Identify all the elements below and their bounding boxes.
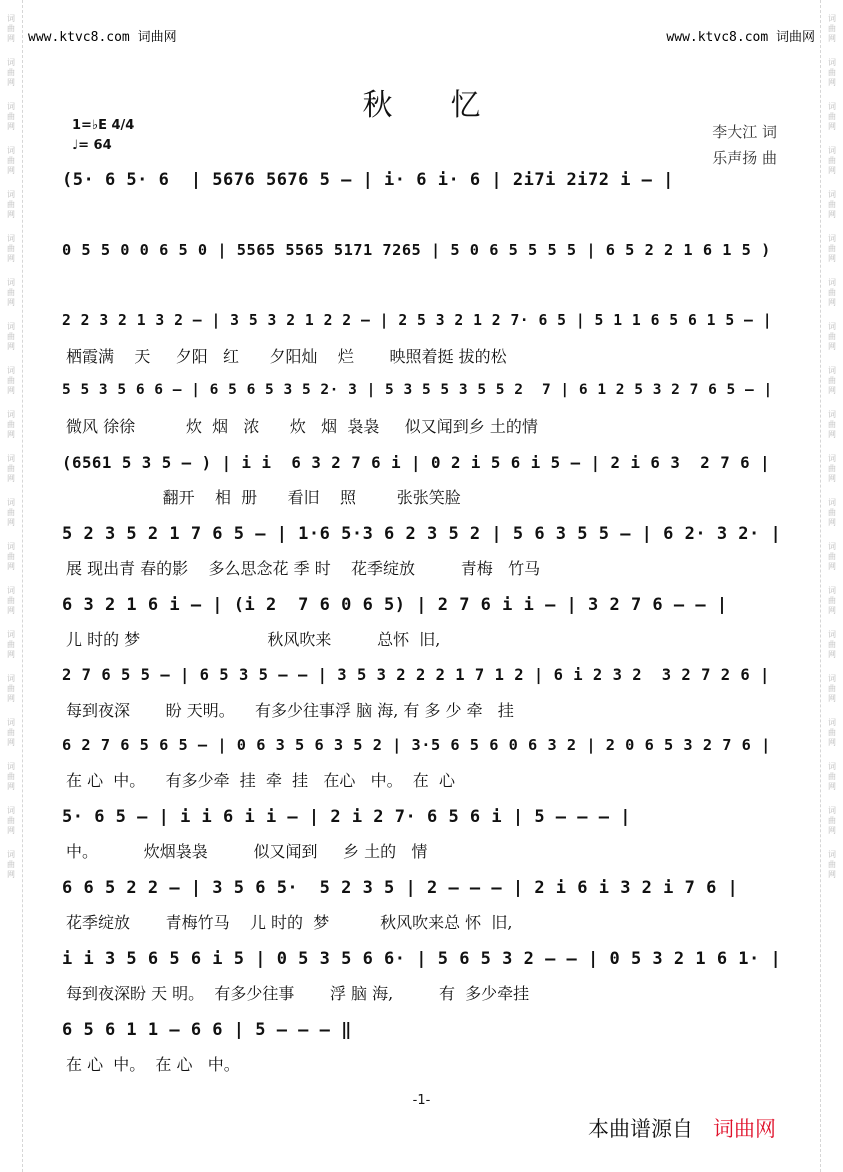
lyric-line: 中。 炊烟袅袅 似又闻到 乡 土的 情 bbox=[66, 842, 428, 862]
watermark-text: 词 曲 网 bbox=[7, 850, 15, 879]
lyric-line: 展 现出青 春的影 多么思念花 季 时 花季绽放 青梅 竹马 bbox=[66, 559, 541, 578]
site-url-left[interactable]: www.ktvc8.com 词曲网 bbox=[28, 30, 177, 45]
watermark-text: 词 曲 网 bbox=[828, 762, 836, 791]
watermark-text: 词 曲 网 bbox=[828, 454, 836, 483]
lyric-line: 每到夜深盼 天 明。 有多少往事 浮 脑 海, 有 多少牵挂 bbox=[66, 983, 530, 1003]
notation-line: 5· 6 5 – | i i 6 i i – | 2 i 2 7· 6 5 6 i | 5 – – – | bbox=[62, 807, 631, 828]
watermark-text: 词 曲 网 bbox=[828, 410, 836, 439]
watermark-text: 词 曲 网 bbox=[7, 586, 15, 615]
watermark-text: 词 曲 网 bbox=[7, 454, 15, 483]
watermark-strip-right bbox=[820, 0, 843, 1172]
watermark-text: 词 曲 网 bbox=[828, 674, 836, 703]
watermark-text: 词 曲 网 bbox=[7, 498, 15, 527]
notation-line: 0 5 5 0 0 6 5 0 | 5565 5565 5171 7265 | 5 0 6 5 5 5 5 | 6 5 2 2 1 6 1 5 ) bbox=[62, 240, 771, 259]
watermark-text: 词 曲 网 bbox=[828, 322, 836, 351]
watermark-text: 词 曲 网 bbox=[7, 410, 15, 439]
credits bbox=[712, 119, 777, 171]
watermark-text: 词 曲 网 bbox=[7, 58, 15, 87]
notation-line: 2 2 3 2 1 3 2 – | 3 5 3 2 1 2 2 – | 2 5 3 2 1 2 7· 6 5 | 5 1 1 6 5 6 1 5 – | bbox=[62, 311, 773, 329]
lyric-line: 儿 时的 梦 秋风吹来 总怀 旧, bbox=[66, 629, 441, 649]
notation-line: i i 3 5 6 5 6 i 5 | 0 5 3 5 6 6· | 5 6 5 3 2 – – | 0 5 3 2 1 6 1· | bbox=[62, 948, 782, 969]
site-url-right[interactable]: www.ktvc8.com 词曲网 bbox=[666, 30, 815, 45]
lyric-line: 在 心 中。 在 心 中。 bbox=[66, 1054, 240, 1074]
notation-line: 6 5 6 1 1 – 6 6 | 5 – – – ‖ bbox=[62, 1019, 352, 1040]
watermark-text: 词 曲 网 bbox=[7, 366, 15, 395]
watermark-text: 词 曲 网 bbox=[7, 762, 15, 791]
song-title: 秋忆 bbox=[362, 88, 539, 123]
watermark-text: 词 曲 网 bbox=[7, 718, 15, 747]
watermark-text: 词 曲 网 bbox=[828, 630, 836, 659]
page-number: -1- bbox=[412, 1093, 431, 1108]
watermark-text: 词 曲 网 bbox=[7, 234, 15, 263]
lyric-line: 每到夜深 盼 天明。 有多少往事浮 脑 海, 有 多 少 牵 挂 bbox=[66, 700, 514, 720]
notation-line: 6 6 5 2 2 – | 3 5 6 5· 5 2 3 5 | 2 – – – | 2 i 6 i 3 2 i 7 6 | bbox=[62, 878, 739, 898]
watermark-text: 词 曲 网 bbox=[828, 498, 836, 527]
lyricist-credit: 李大江 词 bbox=[712, 123, 777, 141]
watermark-text: 词 曲 网 bbox=[828, 366, 836, 395]
notation-line: (6561 5 3 5 – ) | i i 6 3 2 7 6 i | 0 2 i 5 6 i 5 – | 2 i 6 3 2 7 6 | bbox=[62, 453, 771, 473]
watermark-text: 词 曲 网 bbox=[828, 234, 836, 263]
notation-line: 6 2 7 6 5 6 5 – | 0 6 3 5 6 3 5 2 | 3·5 6 5 6 0 6 3 2 | 2 0 6 5 3 2 7 6 | bbox=[62, 736, 771, 755]
watermark-text: 词 曲 网 bbox=[828, 146, 836, 175]
watermark-text: 词 曲 网 bbox=[7, 630, 15, 659]
notation-line: 2 7 6 5 5 – | 6 5 3 5 – – | 3 5 3 2 2 2 1 7 1 2 | 6 i 2 3 2 3 2 7 2 6 | bbox=[62, 665, 770, 684]
lyric-line: 栖霞满 天 夕阳 红 夕阳灿 烂 映照着挺 拔的松 bbox=[66, 346, 507, 366]
lyric-line: 翻开 相 册 看旧 照 张张笑脸 bbox=[66, 488, 461, 508]
notation-line: 5 5 3 5 6 6 – | 6 5 6 5 3 5 2· 3 | 5 3 5 5 3 5 5 2 7 | 6 1 2 5 3 2 7 6 5 – | bbox=[62, 382, 773, 399]
watermark-text: 词 曲 网 bbox=[7, 278, 15, 307]
key-signature: 1=♭E 4/4 bbox=[72, 118, 135, 133]
watermark-text: 词 曲 网 bbox=[7, 14, 15, 43]
watermark-text: 词 曲 网 bbox=[7, 190, 15, 219]
source-label: 本曲谱源自 bbox=[588, 1117, 693, 1141]
watermark-text: 词 曲 网 bbox=[7, 146, 15, 175]
lyric-line: 微风 徐徐 炊 烟 浓 炊 烟 袅袅 似又闻到乡 土的情 bbox=[66, 417, 538, 437]
watermark-text: 词 曲 网 bbox=[7, 674, 15, 703]
watermark-text: 词 曲 网 bbox=[7, 102, 15, 131]
watermark-text: 词 曲 网 bbox=[828, 806, 836, 835]
tempo-marking: ♩= 64 bbox=[72, 138, 112, 153]
watermark-text: 词 曲 网 bbox=[7, 542, 15, 571]
watermark-text: 词 曲 网 bbox=[828, 718, 836, 747]
notation-line: (5· 6 5· 6 | 5676 5676 5 – | i· 6 i· 6 | 2i7i 2i72 i – | bbox=[62, 170, 674, 190]
watermark-text: 词 曲 网 bbox=[828, 542, 836, 571]
lyric-line: 在 心 中。 有多少牵 挂 牵 挂 在心 中。 在 心 bbox=[66, 771, 455, 791]
watermark-strip-left bbox=[0, 0, 23, 1172]
song-meta bbox=[72, 116, 134, 156]
composer-credit: 乐声扬 曲 bbox=[712, 149, 777, 167]
watermark-text: 词 曲 网 bbox=[7, 806, 15, 835]
watermark-text: 词 曲 网 bbox=[828, 102, 836, 131]
source-credit bbox=[588, 1113, 776, 1143]
watermark-text: 词 曲 网 bbox=[7, 322, 15, 351]
watermark-text: 词 曲 网 bbox=[828, 278, 836, 307]
watermark-text: 词 曲 网 bbox=[828, 190, 836, 219]
watermark-text: 词 曲 网 bbox=[828, 58, 836, 87]
lyric-line: 花季绽放 青梅竹马 儿 时的 梦 秋风吹来总 怀 旧, bbox=[66, 913, 513, 932]
notation-line: 6 3 2 1 6 i – | (i 2 7 6 0 6 5) | 2 7 6 i i – | 3 2 7 6 – – | bbox=[62, 594, 728, 615]
watermark-text: 词 曲 网 bbox=[828, 14, 836, 43]
source-brand[interactable]: 词曲网 bbox=[713, 1117, 776, 1141]
watermark-text: 词 曲 网 bbox=[828, 850, 836, 879]
notation-line: 5 2 3 5 2 1 7 6 5 – | 1·6 5·3 6 2 3 5 2 | 5 6 3 5 5 – | 6 2· 3 2· | bbox=[62, 524, 782, 544]
watermark-text: 词 曲 网 bbox=[828, 586, 836, 615]
